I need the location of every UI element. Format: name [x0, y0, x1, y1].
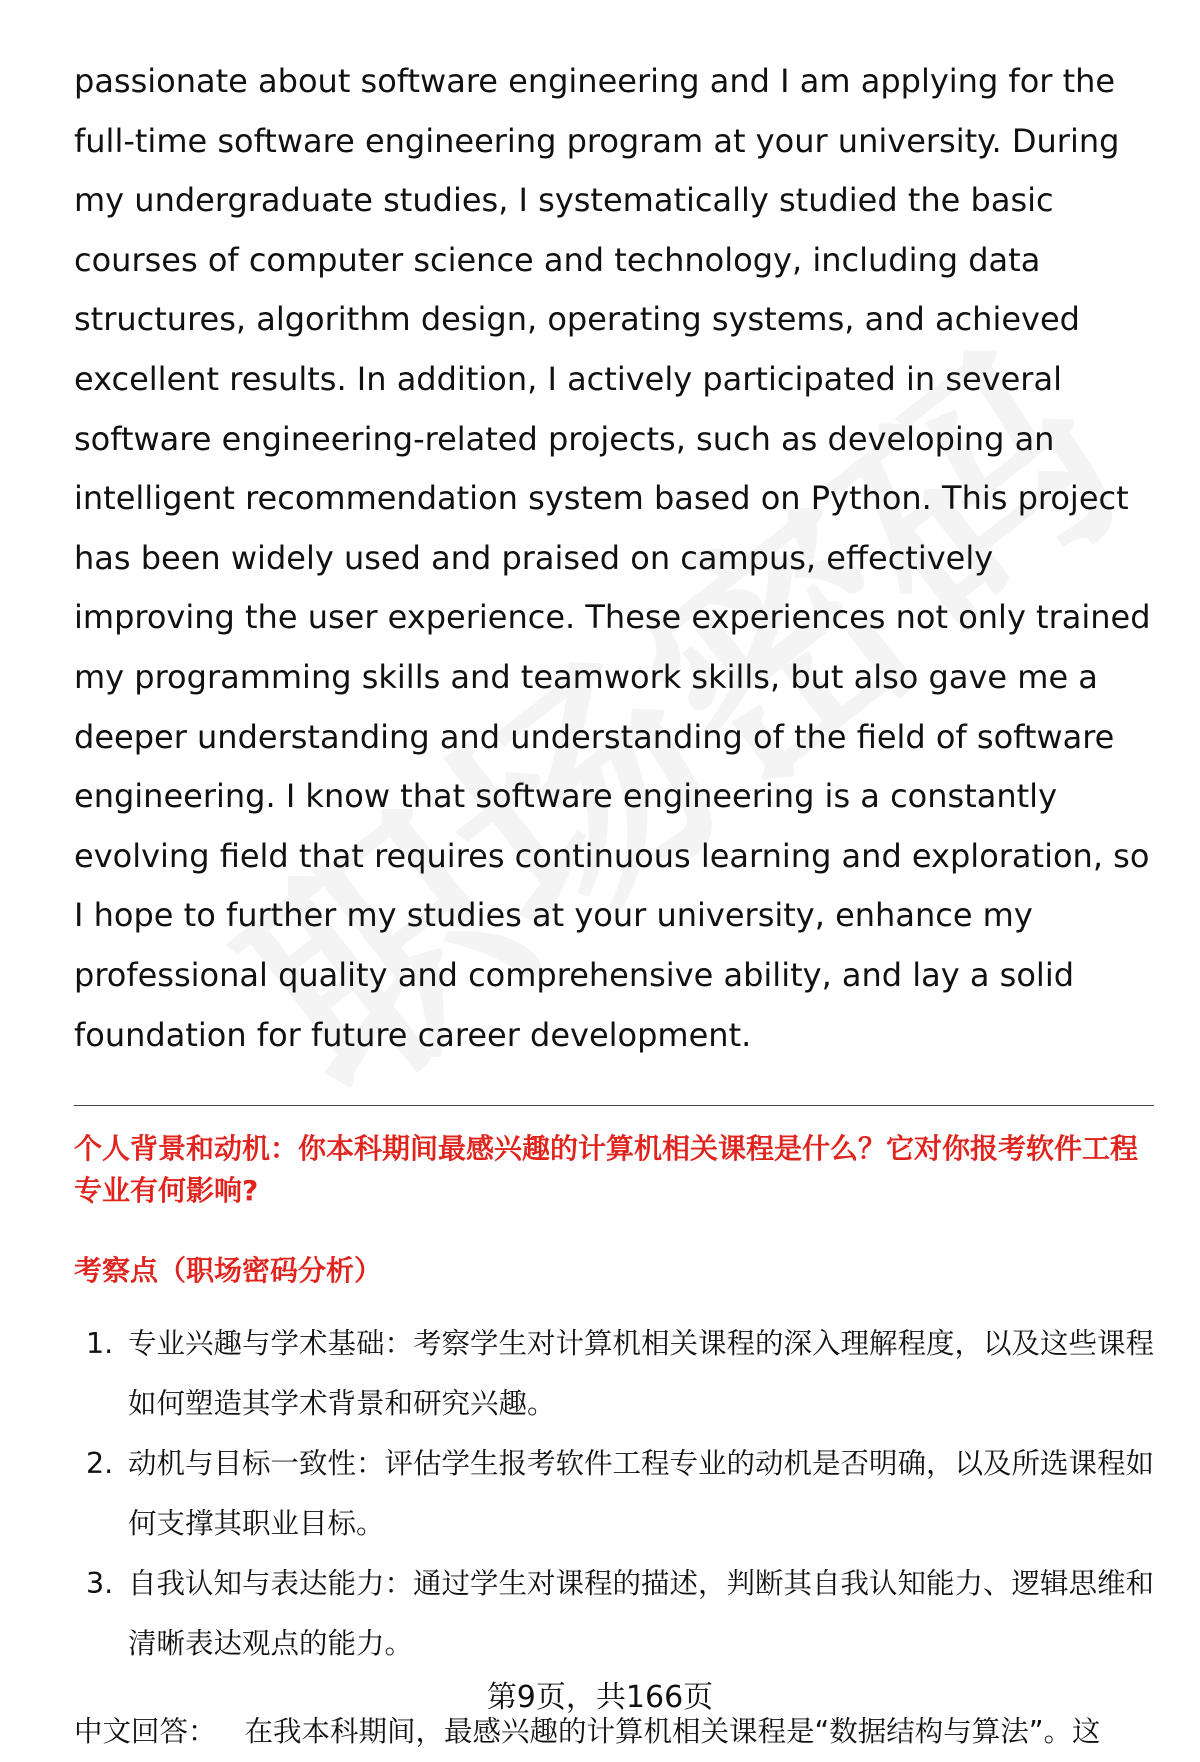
point-number: 3. [86, 1567, 114, 1601]
point-text: 动机与目标一致性：评估学生报考软件工程专业的动机是否明确，以及所选课程如何支撑其职业目标。 [128, 1447, 1155, 1541]
analysis-points-list [74, 1314, 1154, 1674]
question-heading: 个人背景和动机：你本科期间最感兴趣的计算机相关课程是什么？它对你报考软件工程专业有何影响? [74, 1132, 1139, 1208]
answer-label: 中文回答： [74, 1715, 217, 1749]
analysis-heading: 考察点（职场密码分析） [74, 1254, 383, 1288]
analysis-point [74, 1554, 1154, 1674]
answer-text: 在我本科期间，最感兴趣的计算机相关课程是“数据结构与算法”。这 [244, 1715, 1101, 1749]
analysis-point [74, 1434, 1154, 1554]
point-number: 2. [86, 1447, 114, 1481]
point-text: 自我认知与表达能力：通过学生对课程的描述，判断其自我认知能力、逻辑思维和清晰表达观点的能力。 [128, 1567, 1155, 1661]
page-number-footer: 第9页，共166页 [486, 1680, 714, 1715]
page-content [74, 52, 1154, 1762]
analysis-point [74, 1314, 1154, 1434]
body-paragraph: passionate about software engineering and I am applying for the full-time software engineering program at your university. During my undergraduate studies, I systematically studied the basic courses of computer science and technology, including data structures, algorithm design, operating systems, and achieved excellent results. In addition, I actively participated in several software engineering-related projects, such as developing an intelligent recommendation system based on Python. This project has been widely used and praised on campus, effectively improving the user experience. These experiences not only trained my programming skills and teamwork skills, but also gave me a deeper understanding and understanding of the field of software engineering. I know that software engineering is a constantly evolving field that requires continuous learning and exploration, so I hope to further my studies at your university, enhance my professional quality and comprehensive ability, and lay a solid foundation for future career development. [74, 62, 1151, 1054]
point-text: 专业兴趣与学术基础：考察学生对计算机相关课程的深入理解程度，以及这些课程如何塑造其学术背景和研究兴趣。 [128, 1327, 1155, 1421]
point-number: 1. [86, 1327, 114, 1361]
section-divider [74, 1105, 1154, 1106]
